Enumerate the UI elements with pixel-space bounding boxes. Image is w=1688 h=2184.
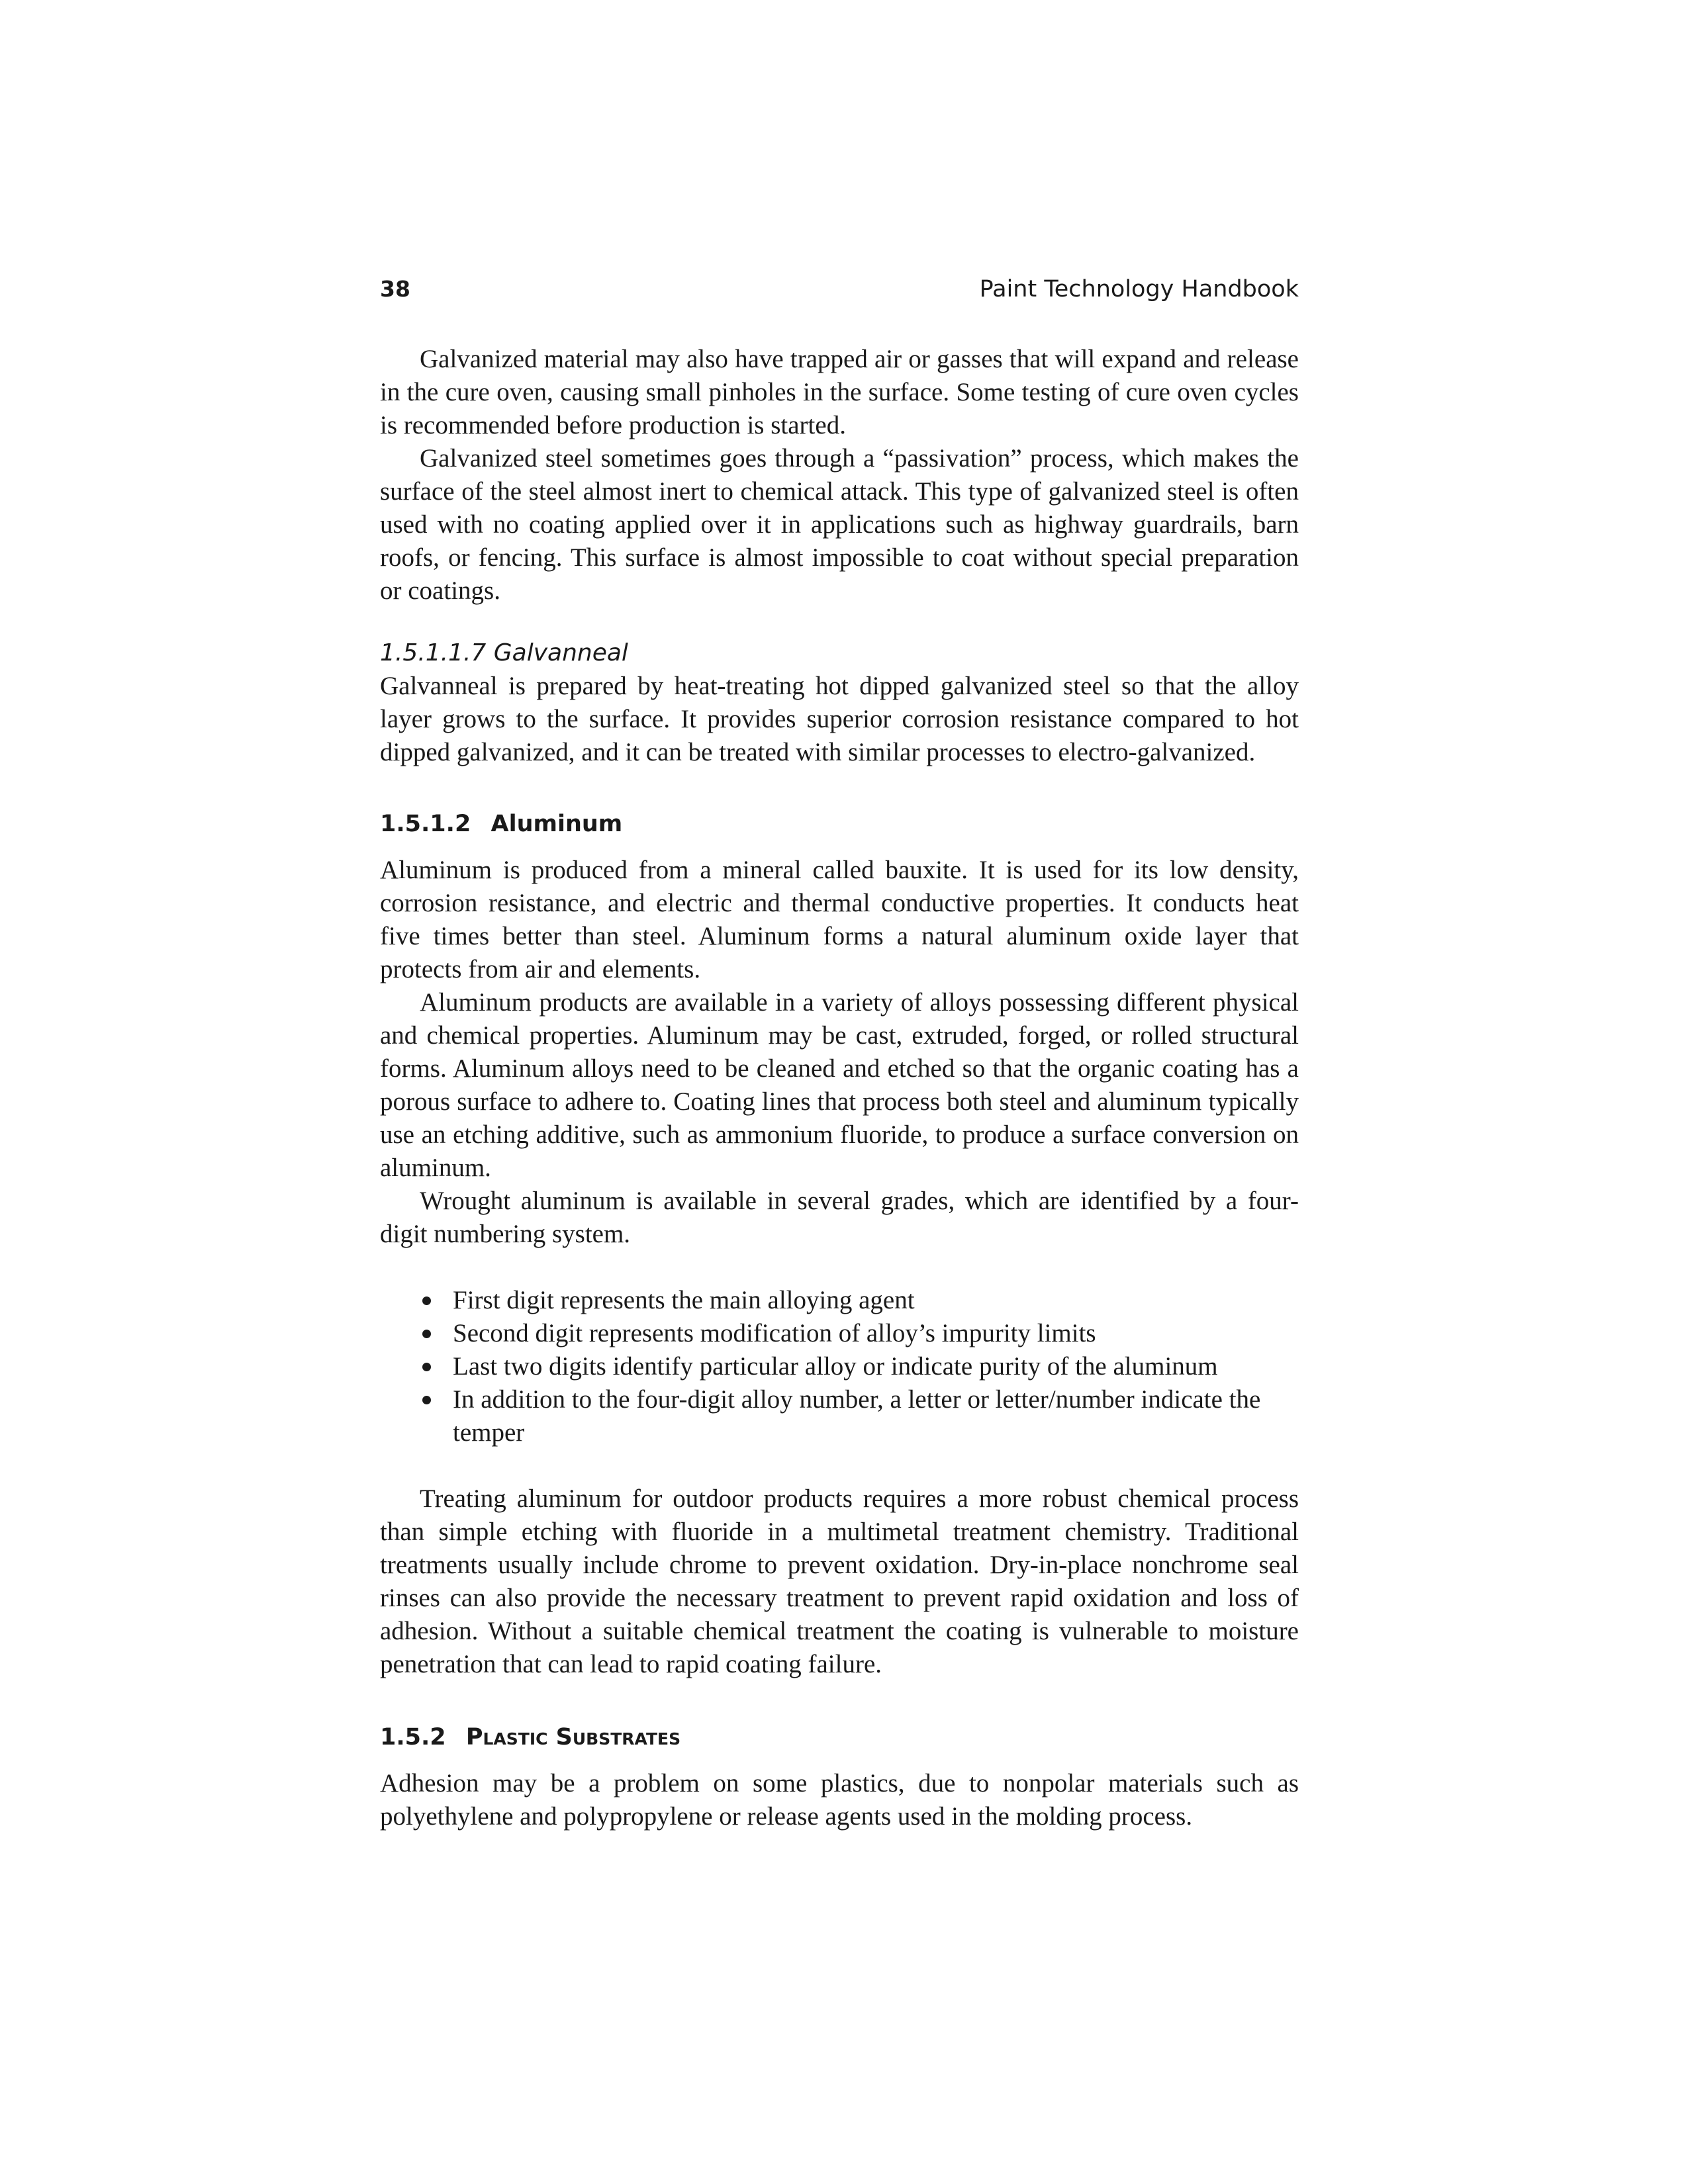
bullet-icon [422,1396,431,1404]
heading-galvanneal: 1.5.1.1.7 Galvanneal [380,639,628,666]
paragraph-wrought-aluminum: Wrought aluminum is available in several grades, which are identified by a four-digit numbering system. [380,1187,1299,1248]
list-item [422,1350,1299,1383]
paragraph-plastic-adhesion: Adhesion may be a problem on some plastics, due to nonpolar materials such as polyethylene and polypropylene or release agents used in the molding process. [380,1769,1299,1831]
book-page [380,273,1299,1833]
heading-plastic-substrates [380,1721,1299,1754]
paragraph-aluminum-alloys: Aluminum products are available in a variety of alloys possessing different physical and chemical properties. Aluminum may be cast, extruded, forged, or rolled structural forms. Aluminum alloys need to be cleaned and etched so that the organic coating has a porous surface to adhere to. Coating lines that process both steel and aluminum typically use an etching additive, such as ammonium fluoride, to produce a surface conversion on aluminum. [380,988,1299,1182]
bullet-icon [422,1363,431,1371]
list-item [422,1284,1299,1317]
page-number: 38 [380,276,410,302]
list-item-text: In addition to the four-digit alloy number, a letter or letter/number indicate the temper [453,1385,1261,1447]
heading-aluminum-number: 1.5.1.2 [380,811,471,837]
paragraph-galvanneal: Galvanneal is prepared by heat-treating hot dipped galvanized steel so that the alloy layer grows to the surface. It provides superior corrosion resistance compared to hot dipped galvanized, and it can be treated with similar processes to electro-galvanized. [380,672,1299,766]
list-item [422,1383,1299,1449]
paragraph-passivation: Galvanized steel sometimes goes through a “passivation” process, which makes the surface of the steel almost inert to chemical attack. This type of galvanized steel is often used with no coating applied over it in applications such as highway guardrails, barn roofs, or fencing. This surface is almost impossible to coat without special preparation or coatings. [380,444,1299,605]
bullet-icon [422,1297,431,1305]
list-item [422,1317,1299,1350]
paragraph-outdoor-aluminum: Treating aluminum for outdoor products requires a more robust chemical process than simple etching with fluoride in a multimetal treatment chemistry. Traditional treatments usually include chrome to prevent oxidation. Dry-in-place nonchrome seal rinses can also provide the necessary treatment to prevent rapid oxidation and loss of adhesion. Without a suitable chemical treatment the coating is vulnerable to moisture penetration that can lead to rapid coating failure. [380,1484,1299,1678]
list-item-text: Last two digits identify particular alloy or indicate purity of the aluminum [453,1352,1218,1381]
heading-aluminum [380,807,1299,841]
list-item-text: First digit represents the main alloying agent [453,1286,915,1314]
heading-plastic-number: 1.5.2 [380,1724,446,1751]
heading-plastic-title: Plastic Substrates [465,1724,681,1751]
paragraph-aluminum-intro: Aluminum is produced from a mineral called bauxite. It is used for its low density, corrosion resistance, and electric and thermal conductive properties. It conducts heat five times better than steel. Aluminum forms a natural aluminum oxide layer that protects from air and elements. [380,856,1299,983]
list-item-text: Second digit represents modification of alloy’s impurity limits [453,1319,1096,1347]
book-title: Paint Technology Handbook [979,276,1299,302]
running-head [380,273,1299,306]
bullet-icon [422,1330,431,1338]
heading-aluminum-title: Aluminum [491,811,623,837]
paragraph-galvanized-pinholes: Galvanized material may also have trapped air or gasses that will expand and release in the cure oven, causing small pinholes in the surface. Some testing of cure oven cycles is recommended before production is started. [380,345,1299,439]
alloy-numbering-list [380,1284,1299,1449]
